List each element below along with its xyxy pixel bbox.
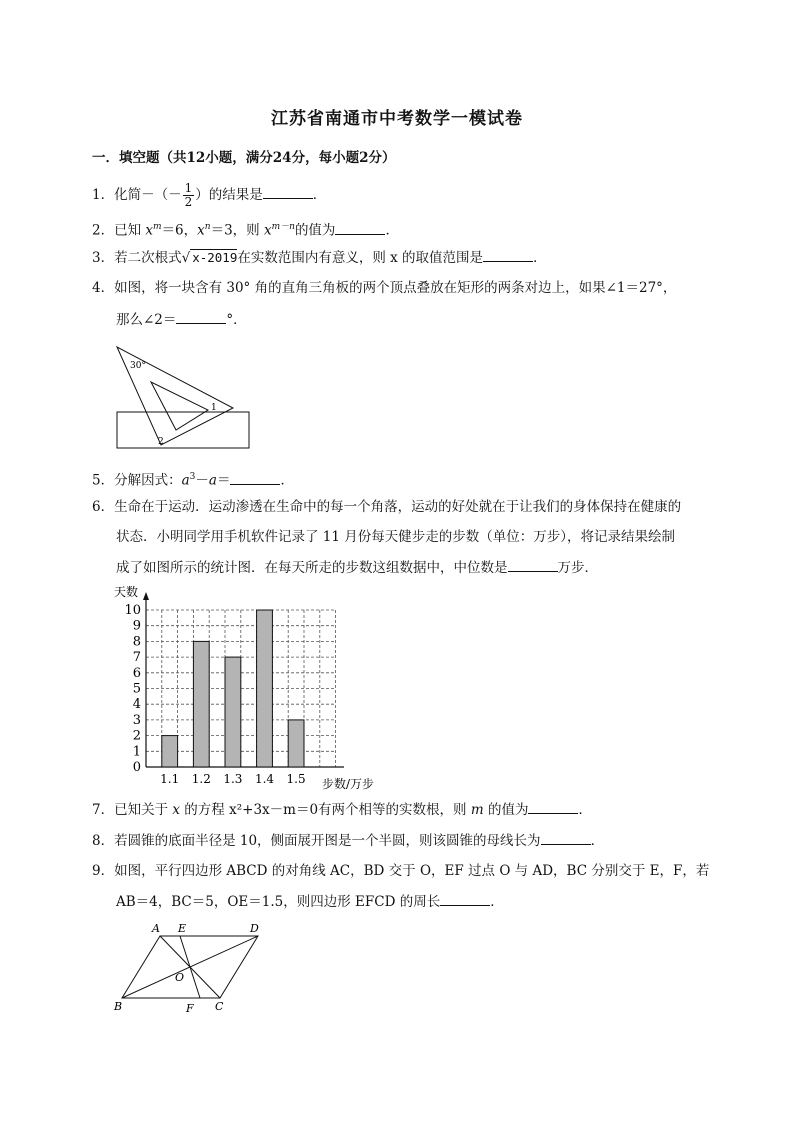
q3-prefix: 3．若二次根式: [92, 250, 182, 266]
q2-a: 2．已知: [92, 222, 146, 239]
y-tick-label: 1: [132, 744, 141, 760]
q7-suffix2: 的值为: [483, 802, 529, 818]
q5-answer-blank[interactable]: [230, 471, 280, 485]
step-count-bar-chart: [108, 582, 398, 794]
q8-answer-blank[interactable]: [541, 831, 591, 845]
point-c-label: C: [215, 1000, 224, 1013]
q4-end: °．: [226, 312, 247, 328]
q6-end: 万步．: [557, 560, 598, 576]
q6-line3-text: 成了如图所示的统计图．在每天所走的步数这组数据中，中位数是: [116, 560, 508, 576]
q1-prefix: 1．化简－（－: [92, 187, 182, 203]
question-6-line1: 6．生命在于运动．运动渗透在生命中的每一个角落，运动的好处就在于让我们的身体保持在健康的: [92, 499, 682, 515]
y-tick-label: 2: [132, 728, 141, 744]
x-axis-label: 步数/万步: [322, 777, 375, 791]
q6-answer-blank[interactable]: [508, 558, 558, 572]
bar-1.2: [193, 641, 209, 767]
q5-equals: ＝: [216, 472, 231, 489]
q7-var-m: m: [470, 802, 484, 818]
q3-suffix: 在实数范围内有意义，则 x 的取值范围是: [237, 250, 484, 266]
y-tick-label: 5: [132, 681, 141, 697]
question-1: [92, 182, 326, 209]
q2-end: ．: [385, 222, 399, 239]
q1-suffix: ）的结果是: [195, 187, 263, 203]
q9-end: ．: [490, 894, 504, 910]
q4-answer-blank[interactable]: [176, 310, 226, 324]
q5-minus: －: [195, 472, 209, 489]
point-d-label: D: [250, 922, 259, 935]
question-2: [92, 218, 399, 240]
question-3: [92, 248, 547, 267]
y-tick-label: 8: [132, 634, 141, 650]
q2-var-x1: x: [145, 222, 154, 239]
q7-suffix: 有两个相等的实数根，则: [318, 802, 471, 818]
q2-j: 的值为: [294, 222, 336, 239]
figure-triangle-rectangle: [108, 340, 258, 452]
x-tick-label: 1.4: [254, 772, 275, 786]
triangle-inner: [151, 382, 208, 430]
q7-answer-blank[interactable]: [528, 800, 578, 814]
rectangle-shape: [117, 412, 249, 448]
point-b-label: B: [114, 1000, 123, 1013]
q8-end: ．: [590, 833, 605, 849]
x-tick-label: 1.1: [160, 772, 180, 786]
y-axis-arrow: [143, 592, 149, 600]
figure-parallelogram: [108, 918, 278, 1018]
question-9-line2: [116, 892, 504, 911]
y-axis-label: 天数: [114, 585, 139, 599]
exam-title: 江苏省南通市中考数学一模试卷: [271, 109, 523, 129]
q7-equation: x²+3x－m＝0: [229, 802, 319, 818]
q1-fraction: [183, 182, 195, 209]
q2-answer-blank[interactable]: [335, 221, 385, 235]
y-tick-label: 0: [132, 760, 141, 775]
question-5: [92, 468, 294, 490]
point-o-label: O: [175, 971, 185, 984]
q8-text: 8．若圆锥的底面半径是 10，侧面展开图是一个半圆，则该圆锥的母线长为: [92, 833, 541, 849]
question-4-line1: 4．如图，将一块含有 30° 角的直角三角板的两个顶点叠放在矩形的两条对边上，如果∠1＝27°，: [92, 280, 677, 296]
q2-g: ＝3，则: [210, 222, 264, 239]
q3-end: ．: [533, 250, 547, 266]
q2-exp-n: n: [204, 222, 211, 232]
x-tick-label: 1.5: [286, 772, 306, 786]
q3-answer-blank[interactable]: [483, 248, 533, 262]
x-tick-label: 1.3: [223, 772, 243, 786]
y-tick-label: 9: [132, 618, 141, 634]
q2-var-x2: x: [197, 222, 205, 239]
point-e-label: E: [178, 922, 187, 935]
q1-end: ．: [312, 187, 327, 203]
y-tick-labels: [124, 603, 141, 775]
q1-denominator: 2: [184, 195, 193, 209]
q7-prefix: 7．已知关于: [92, 802, 173, 818]
bar-1.3: [225, 657, 241, 767]
bar-1.5: [288, 720, 304, 767]
q2-exp-m: m: [153, 222, 162, 232]
question-6-line2: 状态．小明同学用手机软件记录了 11 月份每天健步走的步数（单位：万步），将记录结果绘制: [116, 529, 676, 545]
q1-numerator: 1: [184, 181, 193, 195]
x-tick-label: 1.2: [191, 772, 211, 786]
q5-exp-3: 3: [189, 472, 196, 482]
q2-exp-m-minus-n: m－n: [271, 222, 295, 232]
question-6-line3: [116, 558, 598, 577]
angle-label-30: 30°: [130, 361, 146, 371]
q9-answer-blank[interactable]: [440, 892, 490, 906]
question-4-line2: [116, 310, 247, 329]
point-f-label: F: [186, 1002, 194, 1015]
sqrt-symbol: √: [181, 250, 191, 266]
y-tick-label: 7: [132, 650, 141, 666]
bar-1.4: [257, 610, 273, 767]
y-tick-label: 3: [132, 712, 141, 728]
q7-var-x: x: [172, 802, 181, 818]
angle-label-2: 2: [158, 437, 164, 447]
q3-radicand: x-2019: [192, 250, 238, 265]
bar-1.1: [162, 736, 178, 767]
q7-end: ．: [578, 802, 592, 818]
q2-d: ＝6，: [161, 222, 198, 239]
section-heading: 一．填空题（共12小题，满分24分，每小题2分）: [92, 150, 396, 166]
q4-line2-text: 那么∠2＝: [116, 312, 177, 328]
q5-var-a1: a: [181, 472, 190, 489]
q2-var-x3: x: [263, 222, 272, 239]
question-7: [92, 800, 592, 819]
x-tick-labels: [160, 772, 305, 786]
angle-label-1: 1: [211, 403, 217, 413]
segment-ef: [180, 936, 200, 998]
q1-answer-blank[interactable]: [263, 185, 313, 199]
y-tick-label: 10: [124, 603, 141, 618]
q5-prefix: 5．分解因式：: [92, 472, 182, 489]
q5-end: ．: [280, 472, 294, 489]
point-a-label: A: [152, 922, 160, 935]
y-tick-label: 6: [132, 665, 141, 681]
y-tick-label: 4: [132, 697, 141, 713]
q9-line2-text: AB＝4，BC＝5，OE＝1.5，则四边形 EFCD 的周长: [116, 894, 441, 910]
question-8: [92, 831, 604, 850]
question-9-line1: 9．如图，平行四边形 ABCD 的对角线 AC，BD 交于 O，EF 过点 O 与 AD，BC 分别交于 E，F，若: [92, 863, 710, 879]
q5-var-a2: a: [208, 472, 217, 489]
q7-mid: 的方程: [180, 802, 230, 818]
